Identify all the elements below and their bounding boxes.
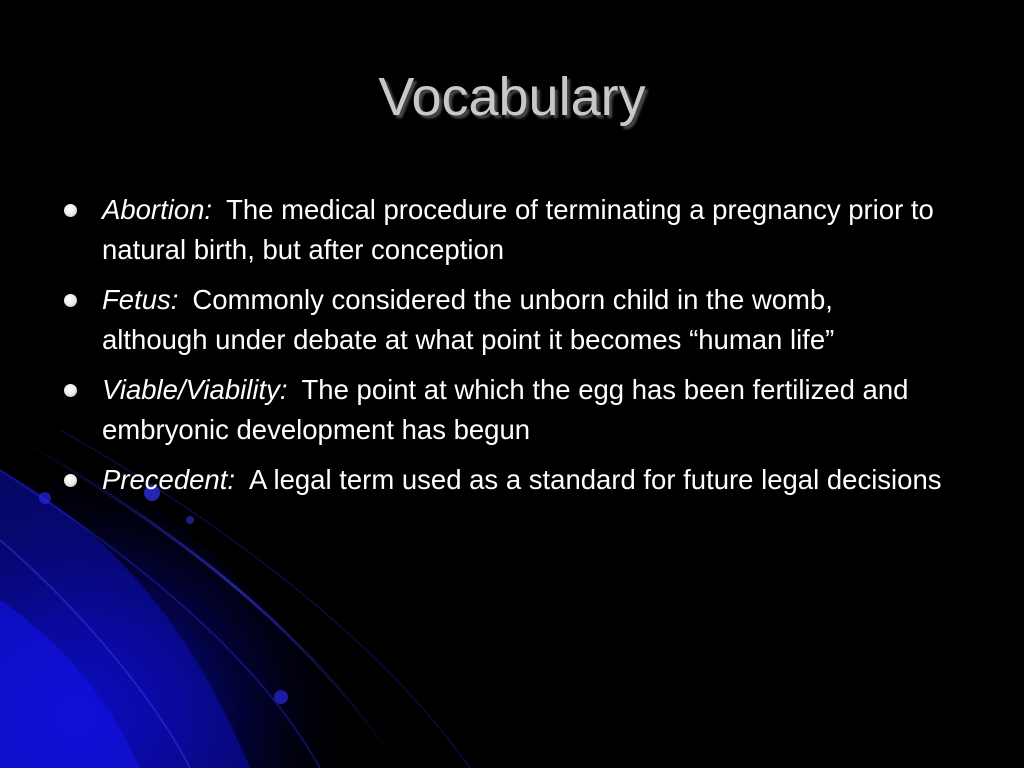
bullet-icon <box>64 204 77 217</box>
vocabulary-definition: The medical procedure of terminating a pregnancy prior to natural birth, but after conception <box>102 194 934 265</box>
slide-title: Vocabulary <box>378 67 646 127</box>
vocabulary-list <box>62 190 942 510</box>
list-item <box>62 280 942 360</box>
vocabulary-term: Abortion: <box>102 194 213 225</box>
vocabulary-term: Precedent: <box>102 464 236 495</box>
bullet-icon <box>64 384 77 397</box>
bullet-icon <box>64 474 77 487</box>
vocabulary-definition: The point at which the egg has been fertilized and embryonic development has begun <box>102 374 909 445</box>
vocabulary-definition: A legal term used as a standard for future legal decisions <box>249 464 942 495</box>
vocabulary-term: Viable/Viability: <box>102 374 288 405</box>
list-item <box>62 370 942 450</box>
list-item <box>62 190 942 270</box>
vocabulary-term: Fetus: <box>102 284 179 315</box>
vocabulary-definition: Commonly considered the unborn child in the womb, although under debate at what point it becomes “human life” <box>102 284 835 355</box>
list-item <box>62 460 942 500</box>
bullet-icon <box>64 294 77 307</box>
